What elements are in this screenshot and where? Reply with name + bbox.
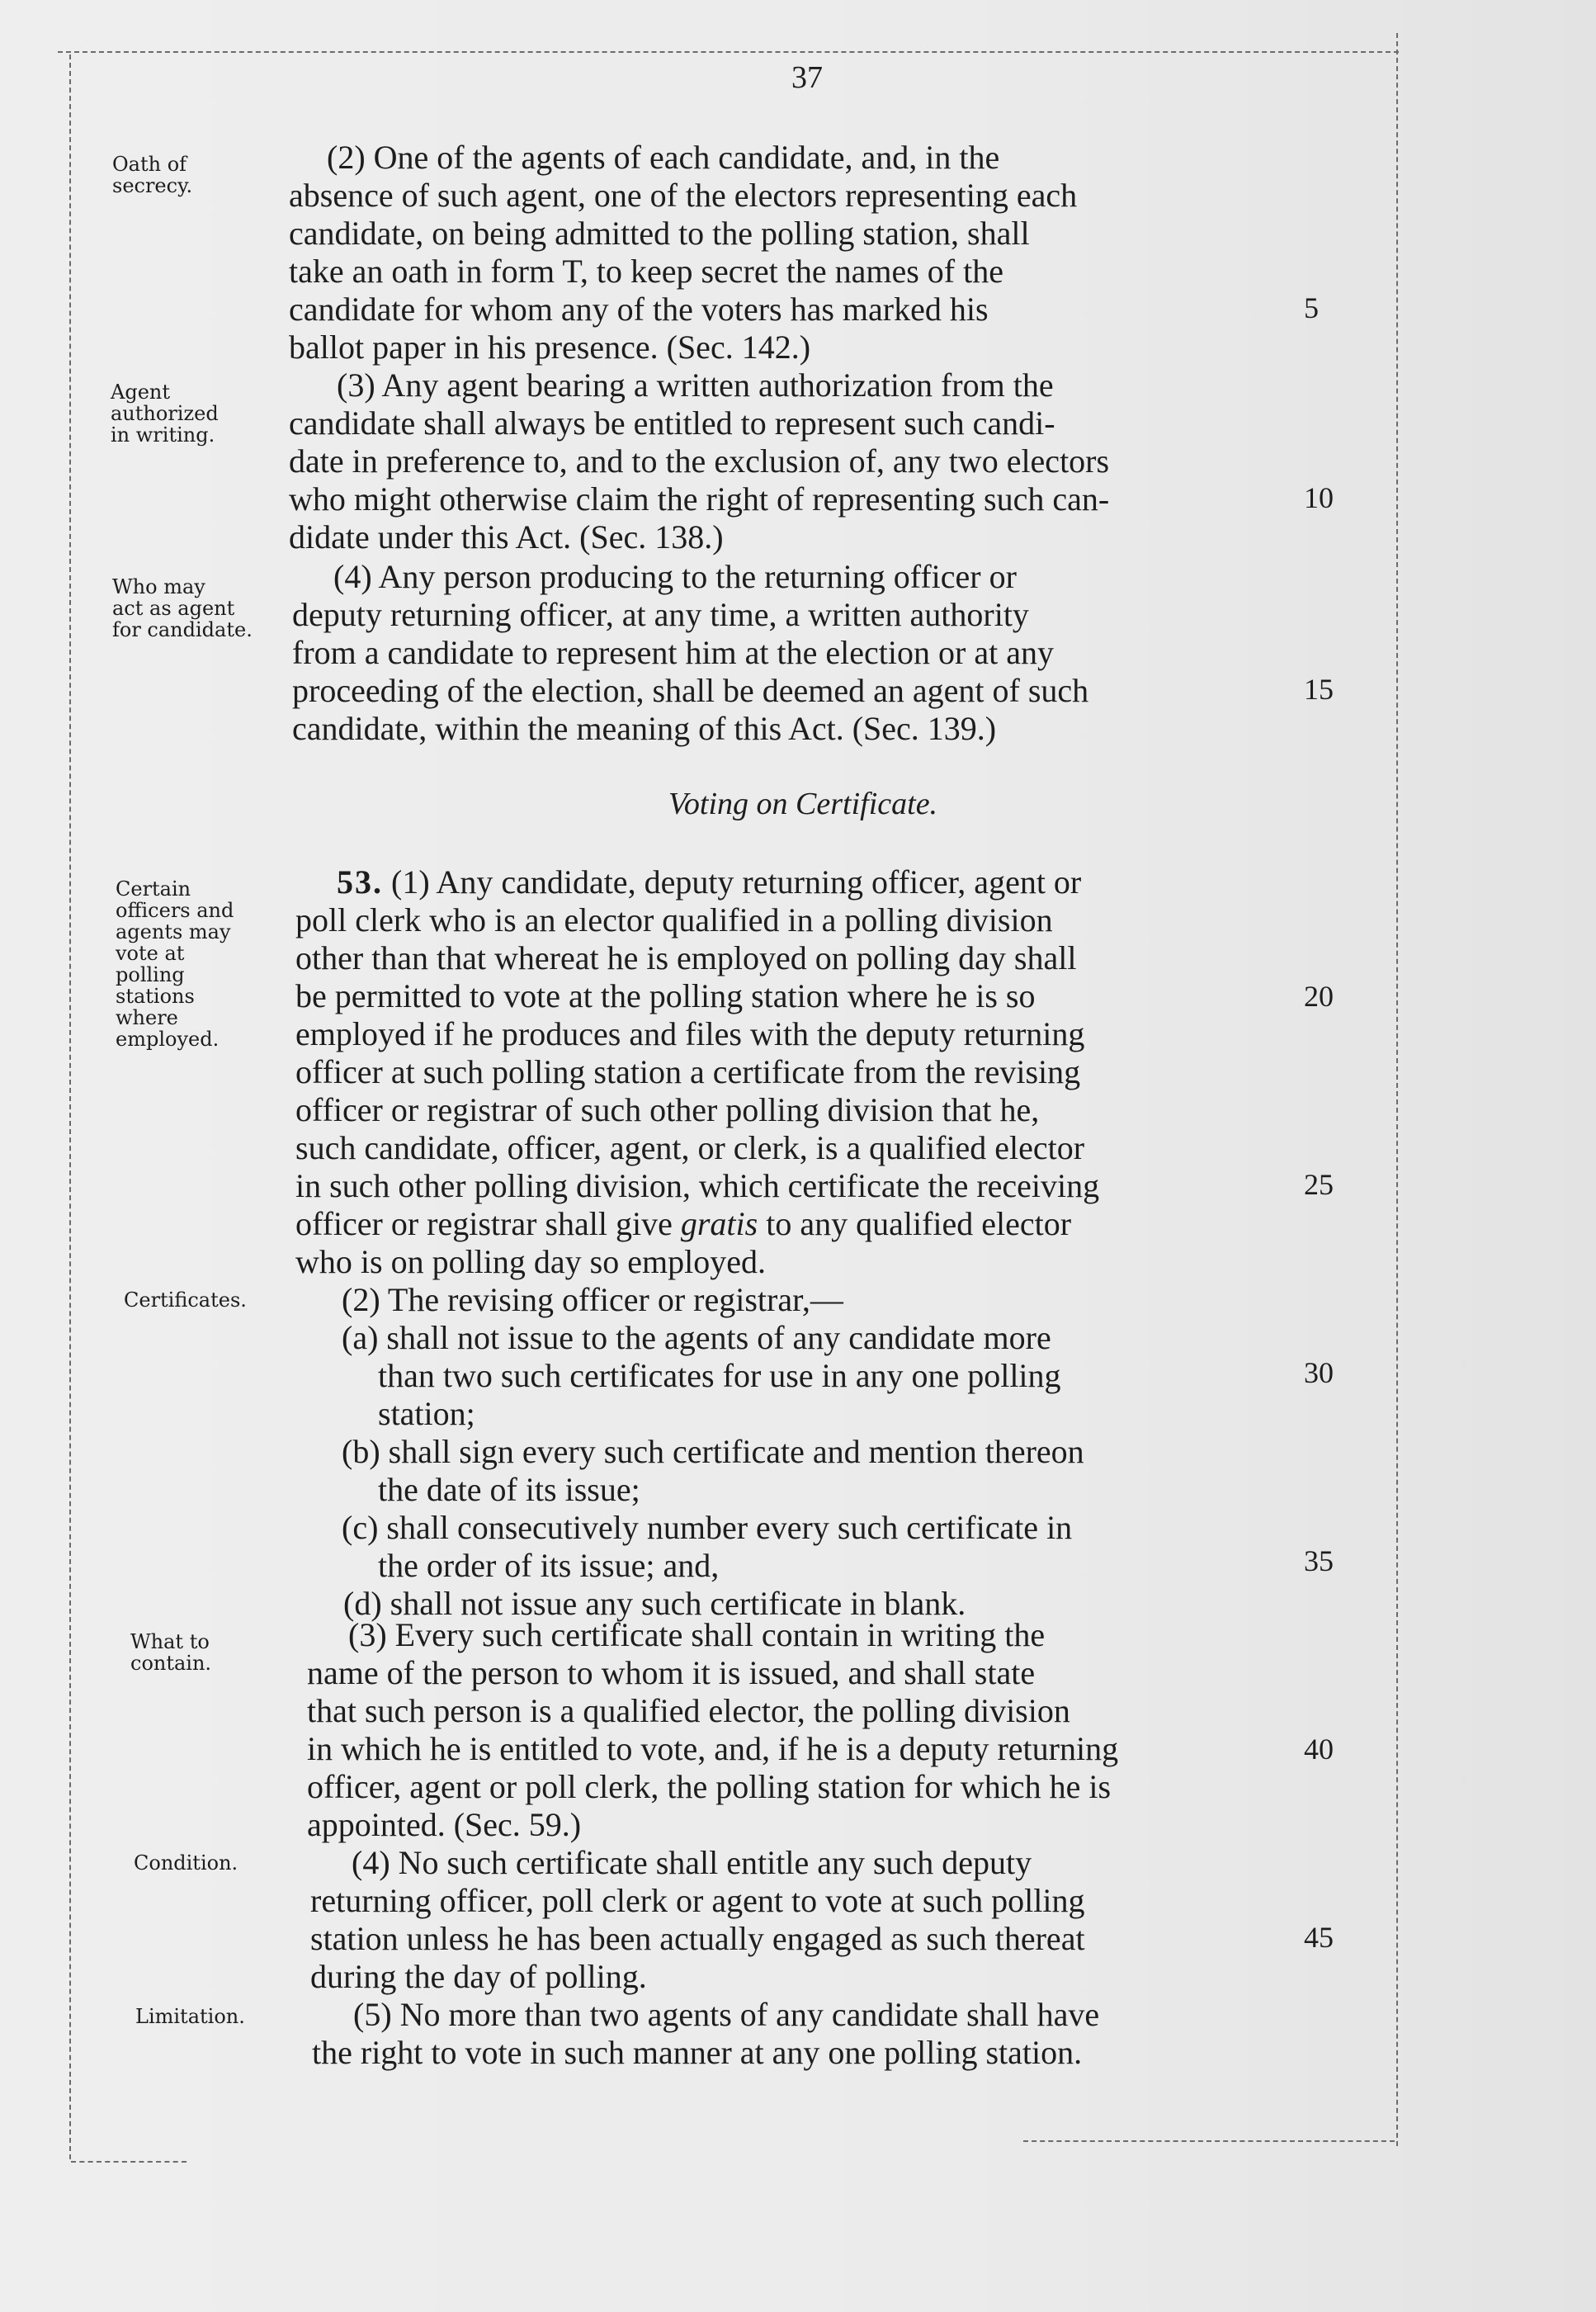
- margin-note-line: secrecy.: [112, 174, 193, 197]
- list-item-b: (b) shall sign every such certificate and mention thereon: [342, 1433, 1084, 1470]
- margin-note-certain-officers: [116, 878, 234, 1050]
- line-number-5: 5: [1304, 291, 1319, 324]
- margin-note-what-to-contain: [130, 1631, 211, 1674]
- text-line: than two such certificates for use in any one polling: [378, 1357, 1061, 1394]
- list-item-c: (c) shall consecutively number every such certificate in: [342, 1509, 1073, 1546]
- text-line: ballot paper in his presence. (Sec. 142.): [289, 329, 811, 366]
- text-line: candidate, on being admitted to the polling station, shall: [289, 215, 1030, 252]
- text-line: during the day of polling.: [310, 1958, 647, 1995]
- margin-note-line: What to: [130, 1630, 210, 1653]
- crop-line-bottom-left: [71, 2161, 187, 2163]
- margin-note-line: polling: [116, 963, 185, 986]
- crop-line-top: [58, 51, 1399, 53]
- margin-note-line: in writing.: [111, 423, 215, 447]
- paragraph-agent-authorized: [289, 366, 1109, 556]
- list-item-d: (d) shall not issue any such certificate in blank.: [343, 1585, 966, 1622]
- margin-note-oath-of-secrecy: [112, 154, 192, 196]
- paragraph-certificates: [299, 1281, 1084, 1623]
- margin-note-line: Limitation.: [135, 2005, 245, 2028]
- section-number: 53.: [337, 863, 383, 901]
- text-line: candidate, within the meaning of this Act. (Sec. 139.): [292, 710, 997, 747]
- text-line: be permitted to vote at the polling station where he is so: [295, 977, 1036, 1014]
- line-number-20: 20: [1304, 980, 1334, 1013]
- text-line: returning officer, poll clerk or agent to vote at such polling: [310, 1882, 1085, 1919]
- line-number-30: 30: [1304, 1356, 1334, 1389]
- text-line: other than that whereat he is employed on polling day shall: [295, 939, 1077, 976]
- margin-note-line: Condition.: [134, 1851, 238, 1875]
- margin-note-line: officers and: [116, 899, 234, 922]
- heading-text: Voting on Certificate.: [668, 787, 938, 821]
- text-line: such candidate, officer, agent, or clerk, is a qualified elector: [295, 1129, 1085, 1166]
- text-line: station;: [378, 1395, 475, 1432]
- margin-note-line: Agent: [111, 381, 170, 404]
- crop-line-bottom: [1023, 2140, 1395, 2142]
- margin-note-agent-authorized: [111, 381, 219, 446]
- text-line: who is on polling day so employed.: [295, 1243, 766, 1280]
- text-line: (4) No such certificate shall entitle any such deputy: [352, 1844, 1032, 1881]
- text-line: the date of its issue;: [378, 1471, 640, 1508]
- list-item-a: (a) shall not issue to the agents of any candidate more: [342, 1319, 1051, 1356]
- text-line: didate under this Act. (Sec. 138.): [289, 518, 724, 556]
- page-number: 37: [791, 60, 823, 95]
- text-line: take an oath in form T, to keep secret the names of the: [289, 253, 1003, 290]
- text-line: from a candidate to represent him at the election or at any: [292, 634, 1054, 671]
- text-line: absence of such agent, one of the electors representing each: [289, 177, 1078, 214]
- text-line: poll clerk who is an elector qualified in a polling division: [295, 901, 1053, 939]
- text-line: officer at such polling station a certificate from the revising: [295, 1053, 1081, 1090]
- italic-gratis: gratis: [680, 1205, 758, 1242]
- margin-note-line: authorized: [111, 402, 219, 425]
- section-heading: [0, 786, 1596, 822]
- margin-note-line: act as agent: [112, 597, 235, 620]
- paragraph-who-may-act: [292, 558, 1088, 748]
- margin-note-who-may-act: [112, 576, 253, 641]
- margin-note-line: where: [116, 1006, 178, 1029]
- text-line: the right to vote in such manner at any one polling station.: [312, 2034, 1083, 2071]
- text-line: the order of its issue; and,: [378, 1547, 720, 1584]
- text-line: [295, 1205, 1099, 1243]
- paragraph-limitation: [312, 1996, 1099, 2072]
- text-line: proceeding of the election, shall be deemed an agent of such: [292, 672, 1089, 709]
- text-line: that such person is a qualified elector, the polling division: [307, 1692, 1070, 1729]
- text-fragment: officer or registrar shall give: [295, 1205, 681, 1242]
- margin-note-line: contain.: [130, 1652, 212, 1675]
- margin-note-line: for candidate.: [112, 618, 253, 641]
- line-number-45: 45: [1304, 1921, 1334, 1954]
- text-line: name of the person to whom it is issued, and shall state: [307, 1654, 1036, 1691]
- text-line: candidate shall always be entitled to represent such candi-: [289, 404, 1055, 442]
- text-line: appointed. (Sec. 59.): [307, 1806, 582, 1843]
- margin-note-line: vote at: [116, 942, 185, 965]
- margin-note-line: Oath of: [112, 153, 187, 176]
- line-number-40: 40: [1304, 1733, 1334, 1766]
- text-line: officer, agent or poll clerk, the polling station for which he is: [307, 1768, 1112, 1805]
- text-line: officer or registrar of such other polling division that he,: [295, 1091, 1040, 1128]
- text-line: candidate for whom any of the voters has marked his: [289, 291, 989, 328]
- text-line: who might otherwise claim the right of representing such can-: [289, 480, 1110, 518]
- line-number-15: 15: [1304, 673, 1334, 706]
- margin-note-line: Certain: [116, 877, 191, 901]
- margin-note-line: Who may: [112, 575, 205, 598]
- text-line: (4) Any person producing to the returning officer or: [333, 558, 1017, 595]
- text-line: deputy returning officer, at any time, a written authority: [292, 596, 1029, 633]
- margin-note-line: stations: [116, 985, 195, 1008]
- line-number-35: 35: [1304, 1544, 1334, 1577]
- crop-line-left: [69, 54, 71, 2159]
- text-line: (1) Any candidate, deputy returning officer, agent or: [383, 863, 1082, 901]
- text-line: (5) No more than two agents of any candidate shall have: [353, 1996, 1100, 2033]
- text-line: employed if he produces and files with the deputy returning: [295, 1015, 1085, 1052]
- text-line: (2) The revising officer or registrar,—: [342, 1281, 843, 1318]
- crop-line-right: [1396, 33, 1398, 2146]
- paragraph-oath-of-secrecy: [289, 139, 1077, 366]
- margin-note-line: employed.: [116, 1028, 220, 1051]
- line-number-10: 10: [1304, 481, 1334, 514]
- text-line: in such other polling division, which certificate the receiving: [295, 1167, 1100, 1204]
- text-line: in which he is entitled to vote, and, if he is a deputy returning: [307, 1730, 1119, 1767]
- text-fragment: to any qualified elector: [758, 1205, 1072, 1242]
- margin-note-line: agents may: [116, 920, 231, 943]
- text-line: (3) Any agent bearing a written authorization from the: [337, 366, 1054, 404]
- margin-note-limitation: [135, 2006, 245, 2027]
- text-line: (2) One of the agents of each candidate, and, in the: [327, 139, 1000, 176]
- paragraph-what-to-contain: [307, 1616, 1118, 1844]
- line-number-25: 25: [1304, 1168, 1334, 1201]
- paragraph-condition: [310, 1844, 1085, 1996]
- margin-note-condition: [134, 1852, 238, 1874]
- text-line: date in preference to, and to the exclusion of, any two electors: [289, 442, 1110, 480]
- margin-note-line: Certificates.: [124, 1288, 247, 1312]
- text-line: station unless he has been actually engaged as such thereat: [310, 1920, 1085, 1957]
- paragraph-section-53: [295, 863, 1099, 1281]
- text-line: (3) Every such certificate shall contain in writing the: [348, 1616, 1046, 1653]
- margin-note-certificates: [124, 1289, 247, 1311]
